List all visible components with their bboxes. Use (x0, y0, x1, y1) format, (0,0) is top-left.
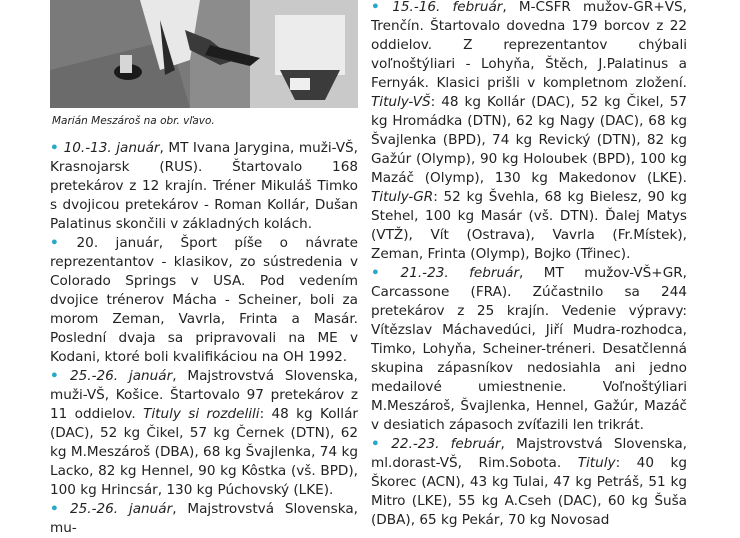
photo-caption: Marián Meszároš na obr. vľavo. (52, 115, 215, 127)
entry: • 20. január, Šport píše o návrate reprezentantov - klasikov, zo sústredenia v Colorado Springs v USA. Pod vedením dvojice trénerov Mácha - Scheiner, boli za morom Zeman, Vavrla, Frinta a Masár. Poslední dvaja sa pripravovali na ME v Kodani, ktoré boli kvalifikáciou na OH 1992. (50, 235, 358, 365)
entry: • 21.-23. február, MT mužov-VŠ+GR, Carcassone (FRA). Zúčastnilo sa 244 pretekárov z 25 krajín. Vedenie výpravy: Vítězslav Máchavedúci, Jiří Mudra-rozhodca, Timko, Lohyňa, Scheiner-tréneri. Desatčlenná skupina zápasníkov nedosiahla ani jedno medailové umiestnenie. Voľnoštýliari M.Meszároš, Švajlenka, Hennel, Gažúr, Mazáč v desiatich zápasoch zvíťazili len trikrát. (371, 265, 688, 433)
entry: • 22.-23. február, Majstrovstvá Slovenska, ml.dorast-VŠ, Rim.Sobota. Tituly: 40 kg Škorec (ACN), 43 kg Tulai, 47 kg Petráš, 51 kg Mitro (LKE), 55 kg A.Cseh (DAC), 60 kg Šuša (DBA), 65 kg Pekár, 70 kg Novosad (371, 436, 687, 528)
entry: • 15.-16. február, M-ČSFR mužov-GR+VŠ, Trenčín. Štartovalo dovedna 179 borcov z 22 oddielov. Z reprezentantov chýbali voľnoštýliari - Lohyňa, Štěch, J.Palatinus a Fernyák. Klasici prišli v kompletnom zložení. Tituly-VŠ: 48 kg Kollár (DAC), 52 kg Čikel, 57 kg Hromádka (DTN), 62 kg Nagy (DAC), 68 kg Švajlenka (BPD), 74 kg Revický (DTN), 82 kg Gažúr (Olymp), 90 kg Holoubek (BPD), 100 kg Mazáč (Olymp), 130 kg Makedonov (LKE). Tituly-GR: 52 kg Švehla, 68 kg Bielesz, 90 kg Stehel, 100 kg Masár (vš. DTN). Ďalej Matys (VTŽ), Vít (Ostrava), Vavrla (Fr.Místek), Zeman, Frinta (Olymp), Bojko (Třinec). (371, 0, 688, 262)
left-column (50, 139, 358, 538)
entry: • 25.-26. január, Majstrovstvá Slovenska, mu- (50, 501, 359, 536)
entry: • 10.-13. január, MT Ivana Jarygina, muži-VŠ, Krasnojarsk (RUS). Štartovalo 168 pretekárov z 12 krajín. Tréner Mikuláš Timko s dvojicou pretekárov - Roman Kollár, Dušan Palatinus skončili v základných kolách. (50, 140, 358, 232)
wrestling-photo-image (50, 0, 358, 108)
entry: • 25.-26. január, Majstrovstvá Slovenska, muži-VŠ, Košice. Štartovalo 97 pretekárov z 11 oddielov. Tituly si rozdelili: 48 kg Kollár (DAC), 52 kg Čikel, 57 kg Černek (DTN), 62 kg M.Meszároš (DBA), 68 kg Švajlenka, 74 kg Lacko, 82 kg Hennel, 90 kg Kôstka (vš. BPD), 100 kg Hrincsár, 130 kg Púchovský (LKE). (50, 368, 359, 498)
right-column (371, 0, 687, 530)
wrestling-photo (50, 0, 358, 108)
